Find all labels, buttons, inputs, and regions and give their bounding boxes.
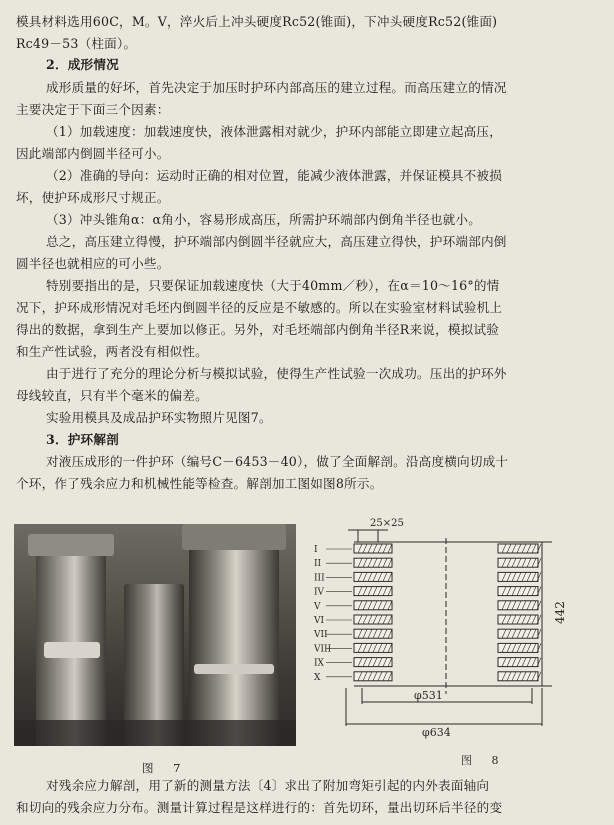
text-line: 个环，作了残余应力和机械性能等检查。解剖加工图如图8所示。 [16,476,383,491]
top-dimension-label: 25×25 [370,518,404,529]
figure-8-caption: 图 8 [461,754,507,767]
text-line: 因此端部内倒圆半径可小。 [16,146,170,161]
ring-label: VI [314,616,325,626]
ring-label: III [314,573,325,584]
ring-label: V [314,601,321,612]
text-line: 和切向的残余应力分布。测量计算过程是这样进行的：首先切环，量出切环后半径的变 [16,800,503,815]
text-line: 圆半径也就相应的可小些。 [16,256,170,271]
text-line: 母线较直，只有半个毫米的偏差。 [16,388,208,403]
text-line: 总之，高压建立得慢，护环端部内倒圆半径就应大，高压建立得快，护环端部内倒 [46,234,507,249]
outer-diameter-label: φ634 [422,726,451,739]
text-line: 主要决定于下面三个因素： [16,102,170,117]
section-heading: 3．护环解剖 [46,432,119,447]
text-line: （1）加载速度：加载速度快，液体泄露相对就少，护环内部能立即建立起高压， [46,124,502,139]
inner-diameter-label: φ531 [414,689,443,702]
ring-label: IX [314,658,324,669]
ring-label: I [314,545,318,555]
text-line: 和生产性试验，两者没有相似性。 [16,344,208,359]
text-line: 由于进行了充分的理论分析与模拟试验，使得生产性试验一次成功。压出的护环外 [46,366,507,381]
text-line: 模具材料选用60C，M。V，淬火后上冲头硬度Rc52(锥面)，下冲头硬度Rc52(锥面) [16,14,498,29]
ring-label: VII [314,630,328,641]
text-line: 得出的数据，拿到生产上要加以修正。另外，对毛坯端部内倒角半径R来说，模拟试验 [16,322,500,337]
figure-7-photo [14,524,296,746]
text-line: 况下，护环成形情况对毛坯内倒圆半径的反应是不敏感的。所以在实验室材料试验机上 [16,300,503,315]
figure-8-drawing [306,512,606,767]
text-line: Rc49－53（柱面）。 [16,36,137,51]
text-line: 成形质量的好坏，首先决定于加压时护环内部高压的建立过程。而高压建立的情况 [46,80,507,95]
text-line: （3）冲头锥角α：α角小，容易形成高压，所需护环端部内倒角半径也就小。 [46,212,482,227]
text-line: 特别要指出的是，只要保证加载速度快（大于40mm／秒），在α＝10～16°的情 [46,278,500,293]
ring-label-group [313,545,352,683]
text-line: 对液压成形的一件护环（编号C－6453－40），做了全面解剖。沿高度横向切成十 [46,454,509,469]
text-line: 对残余应力解剖，用了新的测量方法〔4〕求出了附加弯矩引起的内外表面轴向 [46,778,490,793]
height-dimension-label: 442 [553,601,567,624]
text-line: 坏，使护环成形尺寸规正。 [16,190,170,205]
text-line: （2）准确的导向：运动时正确的相对位置，能减少液体泄露，并保证模具不被损 [46,168,502,183]
ring-label: IV [314,587,325,598]
ring-label: VIII [314,644,332,655]
text-line: 实验用模具及成品护环实物照片见图7。 [46,410,272,425]
section-heading: 2．成形情况 [46,57,119,72]
figure-7-caption: 图 7 [142,761,189,775]
ring-label: II [314,559,322,570]
ring-label: X [314,672,321,683]
ring-sections [354,544,541,681]
